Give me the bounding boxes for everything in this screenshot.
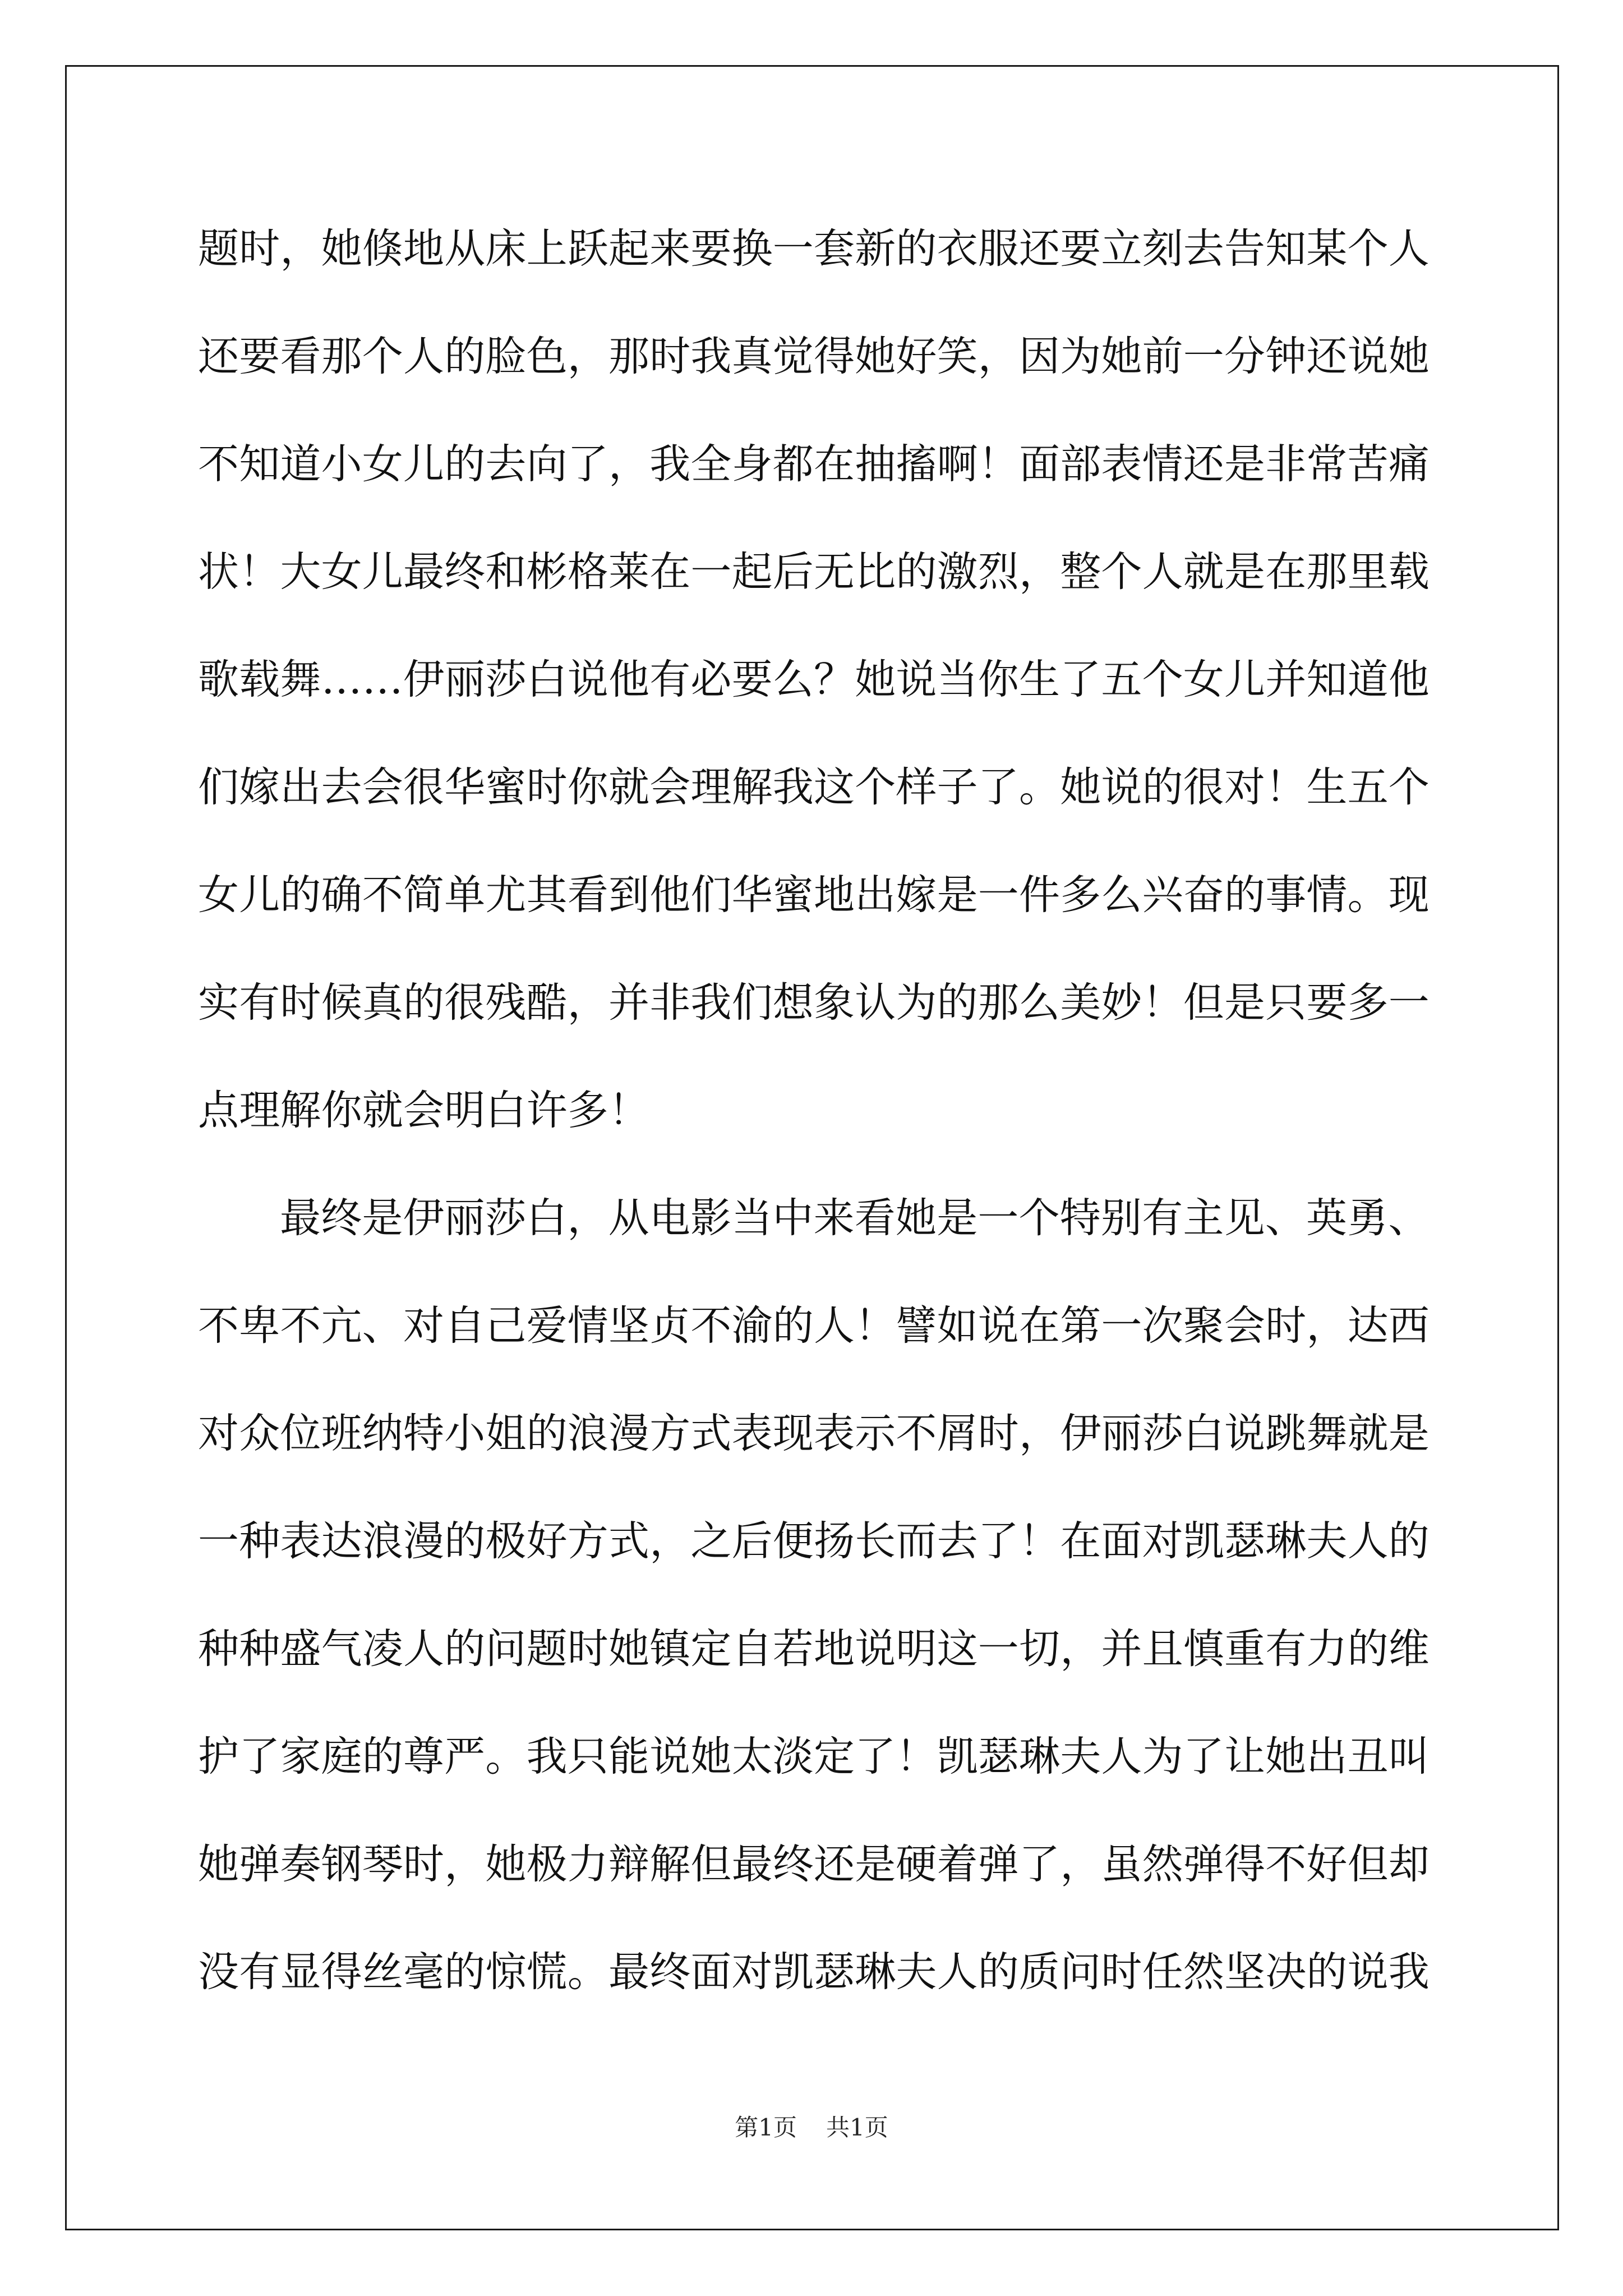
page-total: 共1页 bbox=[826, 2114, 888, 2141]
text-line: 题时，她倏地从床上跃起来要换一套新的衣服还要立刻去告知某个人 bbox=[198, 225, 1430, 273]
document-body bbox=[198, 211, 1430, 2042]
text-line: 们嫁出去会很华蜜时你就会理解我这个样子了。她说的很对！生五个 bbox=[198, 763, 1430, 811]
text-line: 点理解你就会明白许多！ bbox=[198, 1087, 650, 1134]
text-line: 还要看那个人的脸色，那时我真觉得她好笑，因为她前一分钟还说她 bbox=[198, 333, 1430, 380]
text-line: 实有时候真的很残酷，并非我们想象认为的那么美妙！但是只要多一 bbox=[198, 979, 1430, 1027]
text-line: 护了家庭的尊严。我只能说她太淡定了！凯瑟琳夫人为了让她出丑叫 bbox=[198, 1733, 1430, 1780]
paragraph-first-line: 最终是伊丽莎白，从电影当中来看她是一个特别有主见、英勇、 bbox=[280, 1194, 1430, 1242]
text-line: 状！大女儿最终和彬格莱在一起后无比的激烈，整个人就是在那里载 bbox=[198, 548, 1430, 596]
page-number: 第1页 bbox=[735, 2114, 797, 2141]
text-line: 歌载舞……伊丽莎白说他有必要么？她说当你生了五个女儿并知道他 bbox=[198, 656, 1430, 703]
text-line: 一种表达浪漫的极好方式，之后便扬长而去了！在面对凯瑟琳夫人的 bbox=[198, 1517, 1430, 1565]
text-line: 种种盛气凌人的问题时她镇定自若地说明这一切，并且慎重有力的维 bbox=[198, 1625, 1430, 1673]
text-line: 对众位班纳特小姐的浪漫方式表现表示不屑时，伊丽莎白说跳舞就是 bbox=[198, 1410, 1430, 1457]
text-line: 没有显得丝毫的惊慌。最终面对凯瑟琳夫人的质问时任然坚决的说我 bbox=[198, 1948, 1430, 1996]
page-footer bbox=[0, 2109, 1623, 2143]
text-line: 不知道小女儿的去向了，我全身都在抽搐啊！面部表情还是非常苦痛 bbox=[198, 440, 1430, 488]
text-line: 女儿的确不简单尤其看到他们华蜜地出嫁是一件多么兴奋的事情。现 bbox=[198, 871, 1430, 919]
text-line: 她弹奏钢琴时，她极力辩解但最终还是硬着弹了，虽然弹得不好但却 bbox=[198, 1841, 1430, 1888]
text-line: 不卑不亢、对自己爱情坚贞不渝的人！譬如说在第一次聚会时，达西 bbox=[198, 1302, 1430, 1350]
